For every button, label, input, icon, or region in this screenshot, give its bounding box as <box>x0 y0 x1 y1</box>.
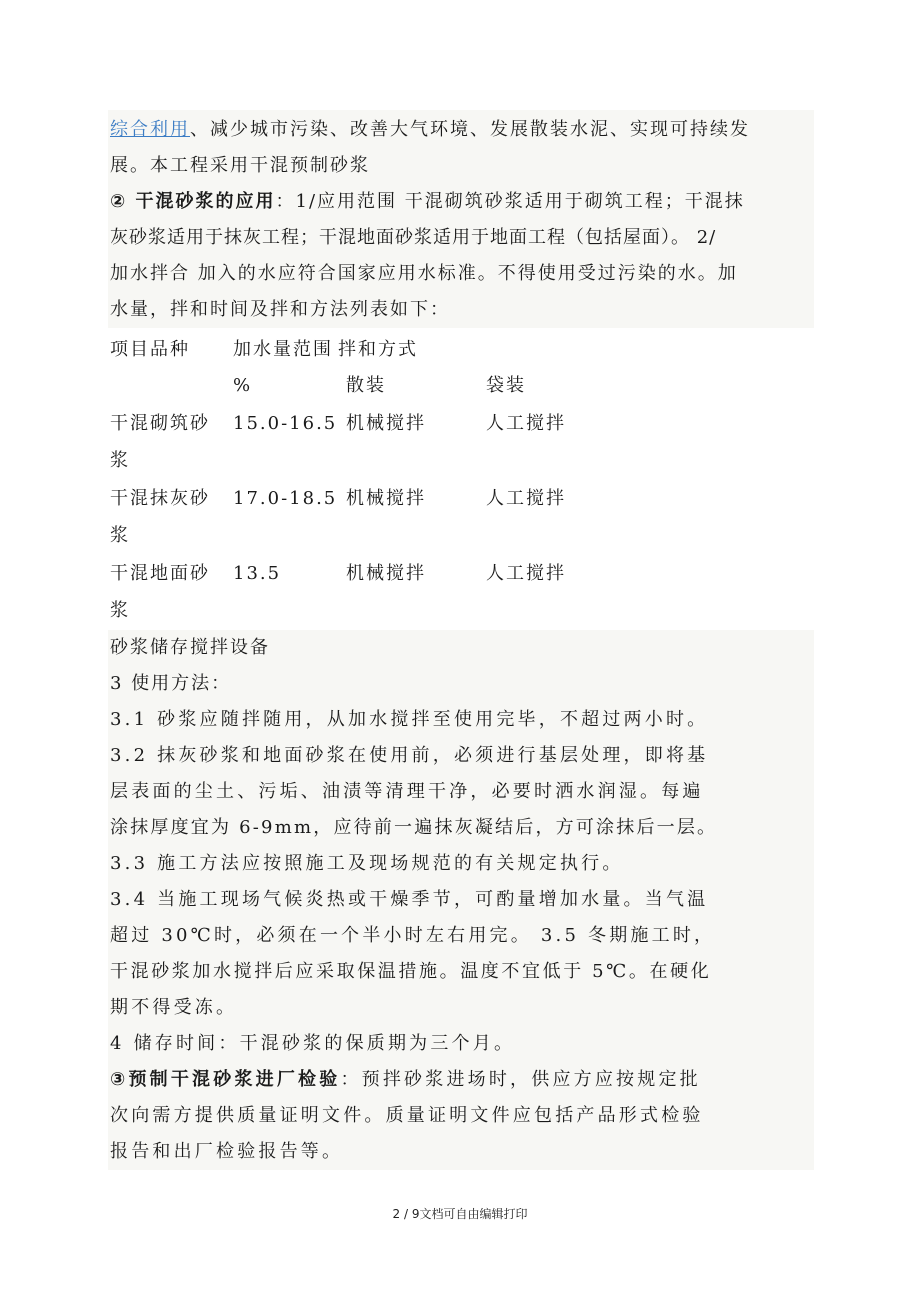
para2-line1 <box>110 184 814 220</box>
usage-3-5-cont: 干混砂浆加水搅拌后应采取保温措施。温度不宜低于 5℃。在硬化 <box>110 961 712 982</box>
page-footer: 2 / 9文档可自由编辑打印 <box>392 1207 528 1221</box>
table-header-type: 项目品种 <box>110 339 190 360</box>
table-row3-name1: 干混地面砂 <box>110 563 210 584</box>
equipment-line: 砂浆储存搅拌设备 <box>110 637 270 658</box>
link-comprehensive-use[interactable]: 综合利用 <box>110 119 190 140</box>
section-heading-inspection: ③预制干混砂浆进厂检验 <box>110 1069 341 1090</box>
para1-line1-text: 、减少城市污染、改善大气环境、发展散装水泥、实现可持续发 <box>190 119 750 140</box>
table-row3-bag: 人工搅拌 <box>486 563 566 584</box>
table-header-mixing: 拌和方式 <box>338 339 418 360</box>
usage-title: 3 使用方法： <box>110 673 232 694</box>
para2-line4: 水量，拌和时间及拌和方法列表如下： <box>110 299 450 320</box>
para2-line3: 加水拌合 加入的水应符合国家应用水标准。不得使用受过污染的水。加 <box>110 263 738 284</box>
para1-line2: 展。本工程采用干混预制砂浆 <box>110 155 370 176</box>
usage-3-2-cont2: 涂抹厚度宜为 6-9mm，应待前一遍抹灰凝结后，方可涂抹后一层。 <box>110 817 718 838</box>
table-row1-name2: 浆 <box>110 450 130 471</box>
usage-3-4-cont: 超过 30℃时，必须在一个半小时左右用完。 3.5 冬期施工时， <box>110 925 716 946</box>
usage-3-1: 3.1 砂浆应随拌随用，从加水搅拌至使用完毕，不超过两小时。 <box>110 709 709 730</box>
table-row3-water: 13.5 <box>233 563 282 584</box>
usage-3-2-cont1: 层表面的尘土、污垢、油渍等清理干净，必要时洒水润湿。每遍 <box>110 781 704 802</box>
table-header-water: 加水量范围 <box>233 339 333 360</box>
inspection-line1 <box>110 1062 814 1098</box>
storage-time: 4 储存时间：干混砂浆的保质期为三个月。 <box>110 1033 516 1054</box>
inspection-line2: 次向需方提供质量证明文件。质量证明文件应包括产品形式检验 <box>110 1105 704 1126</box>
table-row1-bulk: 机械搅拌 <box>346 413 426 434</box>
usage-3-2: 3.2 抹灰砂浆和地面砂浆在使用前，必须进行基层处理，即将基 <box>110 745 709 766</box>
table-subheader-bag: 袋装 <box>486 375 526 396</box>
table-row2-bag: 人工搅拌 <box>486 488 566 509</box>
table-row1-name1: 干混砌筑砂 <box>110 413 210 434</box>
table-row3-name2: 浆 <box>110 600 130 621</box>
inspection-line3: 报告和出厂检验报告等。 <box>110 1141 344 1162</box>
table-row1-water: 15.0-16.5 <box>233 413 338 434</box>
table-row2-name1: 干混抹灰砂 <box>110 488 210 509</box>
table-row1-bag: 人工搅拌 <box>486 413 566 434</box>
para2-line2: 灰砂浆适用于抹灰工程；干混地面砂浆适用于地面工程（包括屋面）。 2/ <box>110 227 717 248</box>
usage-3-4: 3.4 当施工现场气候炎热或干燥季节，可酌量增加水量。当气温 <box>110 889 709 910</box>
section-heading-application: ② 干混砂浆的应用 <box>110 191 276 212</box>
table-row3-bulk: 机械搅拌 <box>346 563 426 584</box>
table-row2-water: 17.0-18.5 <box>233 488 338 509</box>
para2-line1-text: ：1/应用范围 干混砌筑砂浆适用于砌筑工程；干混抹 <box>275 191 745 212</box>
usage-3-5-end: 期不得受冻。 <box>110 997 238 1018</box>
table-subheader-percent: % <box>233 375 253 396</box>
inspection-line1-text: ：预拌砂浆进场时，供应方应按规定批 <box>340 1069 701 1090</box>
para1-line1 <box>110 112 814 148</box>
table-row2-name2: 浆 <box>110 525 130 546</box>
table-row2-bulk: 机械搅拌 <box>346 488 426 509</box>
usage-3-3: 3.3 施工方法应按照施工及现场规范的有关规定执行。 <box>110 853 624 874</box>
table-subheader-bulk: 散装 <box>346 375 386 396</box>
